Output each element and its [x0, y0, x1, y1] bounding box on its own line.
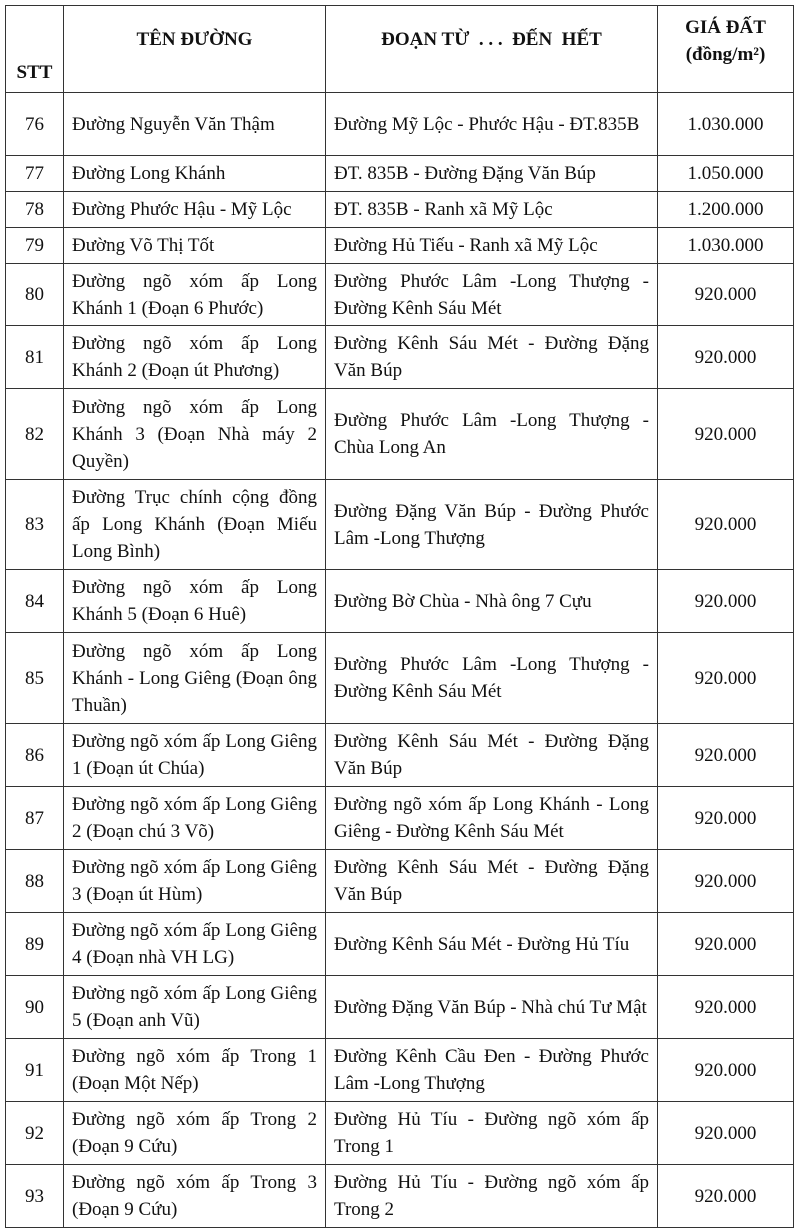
cell-segment: Đường Phước Lâm -Long Thượng - Chùa Long An: [326, 389, 658, 480]
cell-stt: 83: [6, 480, 64, 570]
document-page: [5, 5, 794, 1228]
cell-price: 920.000: [658, 976, 794, 1039]
cell-street-name: Đường Võ Thị Tốt: [64, 228, 326, 264]
table-row: [6, 192, 794, 228]
table-row: [6, 724, 794, 787]
cell-stt: 81: [6, 326, 64, 389]
cell-price: 920.000: [658, 480, 794, 570]
cell-segment: Đường Kênh Sáu Mét - Đường Đặng Văn Búp: [326, 850, 658, 913]
table-row: [6, 228, 794, 264]
header-land-price: [658, 6, 794, 93]
cell-price: 1.030.000: [658, 93, 794, 156]
cell-segment: Đường Đặng Văn Búp - Nhà chú Tư Mật: [326, 976, 658, 1039]
cell-street-name: Đường ngõ xóm ấp Long Giêng 3 (Đoạn út Hùm): [64, 850, 326, 913]
cell-stt: 91: [6, 1039, 64, 1102]
cell-segment: Đường Mỹ Lộc - Phước Hậu - ĐT.835B: [326, 93, 658, 156]
cell-price: 920.000: [658, 913, 794, 976]
cell-street-name: Đường ngõ xóm ấp Long Giêng 2 (Đoạn chú 3 Võ): [64, 787, 326, 850]
cell-price: 920.000: [658, 326, 794, 389]
table-row: [6, 93, 794, 156]
cell-street-name: Đường ngõ xóm ấp Trong 3 (Đoạn 9 Cứu): [64, 1165, 326, 1228]
cell-price: 920.000: [658, 850, 794, 913]
cell-stt: 80: [6, 264, 64, 326]
cell-segment: ĐT. 835B - Đường Đặng Văn Búp: [326, 156, 658, 192]
cell-street-name: Đường Long Khánh: [64, 156, 326, 192]
cell-street-name: Đường ngõ xóm ấp Trong 2 (Đoạn 9 Cứu): [64, 1102, 326, 1165]
table-row: [6, 389, 794, 480]
cell-street-name: Đường ngõ xóm ấp Trong 1 (Đoạn Một Nếp): [64, 1039, 326, 1102]
cell-street-name: Đường ngõ xóm ấp Long Giêng 5 (Đoạn anh Vũ): [64, 976, 326, 1039]
cell-segment: Đường Bờ Chùa - Nhà ông 7 Cựu: [326, 570, 658, 633]
cell-price: 920.000: [658, 570, 794, 633]
cell-stt: 87: [6, 787, 64, 850]
cell-price: 920.000: [658, 787, 794, 850]
cell-price: 920.000: [658, 264, 794, 326]
table-row: [6, 913, 794, 976]
header-row: [6, 6, 794, 93]
cell-price: 920.000: [658, 389, 794, 480]
header-street-name: TÊN ĐƯỜNG: [64, 6, 326, 93]
cell-segment: Đường Kênh Sáu Mét - Đường Hủ Tíu: [326, 913, 658, 976]
cell-stt: 90: [6, 976, 64, 1039]
table-row: [6, 156, 794, 192]
header-stt: STT: [6, 6, 64, 93]
table-row: [6, 976, 794, 1039]
cell-segment: Đường Hủ Tíu - Đường ngõ xóm ấp Trong 2: [326, 1165, 658, 1228]
cell-price: 1.030.000: [658, 228, 794, 264]
cell-segment: Đường Đặng Văn Búp - Đường Phước Lâm -Long Thượng: [326, 480, 658, 570]
cell-stt: 89: [6, 913, 64, 976]
land-price-table: [5, 5, 794, 1228]
cell-street-name: Đường Phước Hậu - Mỹ Lộc: [64, 192, 326, 228]
cell-stt: 77: [6, 156, 64, 192]
cell-stt: 84: [6, 570, 64, 633]
table-row: [6, 850, 794, 913]
header-segment: ĐOẠN TỪ . . . ĐẾN HẾT: [326, 6, 658, 93]
table-row: [6, 326, 794, 389]
cell-street-name: Đường ngõ xóm ấp Long Khánh 3 (Đoạn Nhà máy 2 Quyền): [64, 389, 326, 480]
header-price-title: GIÁ ĐẤT: [685, 17, 766, 38]
cell-price: 1.050.000: [658, 156, 794, 192]
cell-price: 920.000: [658, 1039, 794, 1102]
cell-segment: ĐT. 835B - Ranh xã Mỹ Lộc: [326, 192, 658, 228]
cell-stt: 79: [6, 228, 64, 264]
table-body: [6, 93, 794, 1228]
cell-stt: 92: [6, 1102, 64, 1165]
cell-segment: Đường ngõ xóm ấp Long Khánh - Long Giêng - Đường Kênh Sáu Mét: [326, 787, 658, 850]
cell-price: 920.000: [658, 1102, 794, 1165]
cell-segment: Đường Phước Lâm -Long Thượng - Đường Kênh Sáu Mét: [326, 633, 658, 724]
cell-stt: 82: [6, 389, 64, 480]
cell-segment: Đường Phước Lâm -Long Thượng - Đường Kênh Sáu Mét: [326, 264, 658, 326]
cell-price: 920.000: [658, 1165, 794, 1228]
cell-street-name: Đường ngõ xóm ấp Long Giêng 4 (Đoạn nhà VH LG): [64, 913, 326, 976]
cell-segment: Đường Hủ Tiếu - Ranh xã Mỹ Lộc: [326, 228, 658, 264]
cell-price: 1.200.000: [658, 192, 794, 228]
cell-street-name: Đường ngõ xóm ấp Long Khánh 2 (Đoạn út Phương): [64, 326, 326, 389]
cell-stt: 86: [6, 724, 64, 787]
cell-stt: 78: [6, 192, 64, 228]
table-row: [6, 633, 794, 724]
table-row: [6, 787, 794, 850]
cell-price: 920.000: [658, 633, 794, 724]
cell-price: 920.000: [658, 724, 794, 787]
table-row: [6, 264, 794, 326]
cell-street-name: Đường ngõ xóm ấp Long Khánh 1 (Đoạn 6 Phước): [64, 264, 326, 326]
cell-segment: Đường Kênh Sáu Mét - Đường Đặng Văn Búp: [326, 326, 658, 389]
cell-street-name: Đường Nguyễn Văn Thậm: [64, 93, 326, 156]
header-price-unit: (đồng/m²): [685, 44, 766, 65]
table-row: [6, 480, 794, 570]
cell-stt: 76: [6, 93, 64, 156]
table-row: [6, 570, 794, 633]
cell-stt: 88: [6, 850, 64, 913]
cell-segment: Đường Hủ Tíu - Đường ngõ xóm ấp Trong 1: [326, 1102, 658, 1165]
table-row: [6, 1039, 794, 1102]
cell-street-name: Đường ngõ xóm ấp Long Khánh 5 (Đoạn 6 Huê): [64, 570, 326, 633]
table-row: [6, 1165, 794, 1228]
cell-stt: 85: [6, 633, 64, 724]
cell-street-name: Đường ngõ xóm ấp Long Giêng 1 (Đoạn út Chúa): [64, 724, 326, 787]
cell-segment: Đường Kênh Sáu Mét - Đường Đặng Văn Búp: [326, 724, 658, 787]
cell-segment: Đường Kênh Cầu Đen - Đường Phước Lâm -Long Thượng: [326, 1039, 658, 1102]
cell-stt: 93: [6, 1165, 64, 1228]
table-row: [6, 1102, 794, 1165]
cell-street-name: Đường ngõ xóm ấp Long Khánh - Long Giêng (Đoạn ông Thuần): [64, 633, 326, 724]
cell-street-name: Đường Trục chính cộng đồng ấp Long Khánh (Đoạn Miếu Long Bình): [64, 480, 326, 570]
